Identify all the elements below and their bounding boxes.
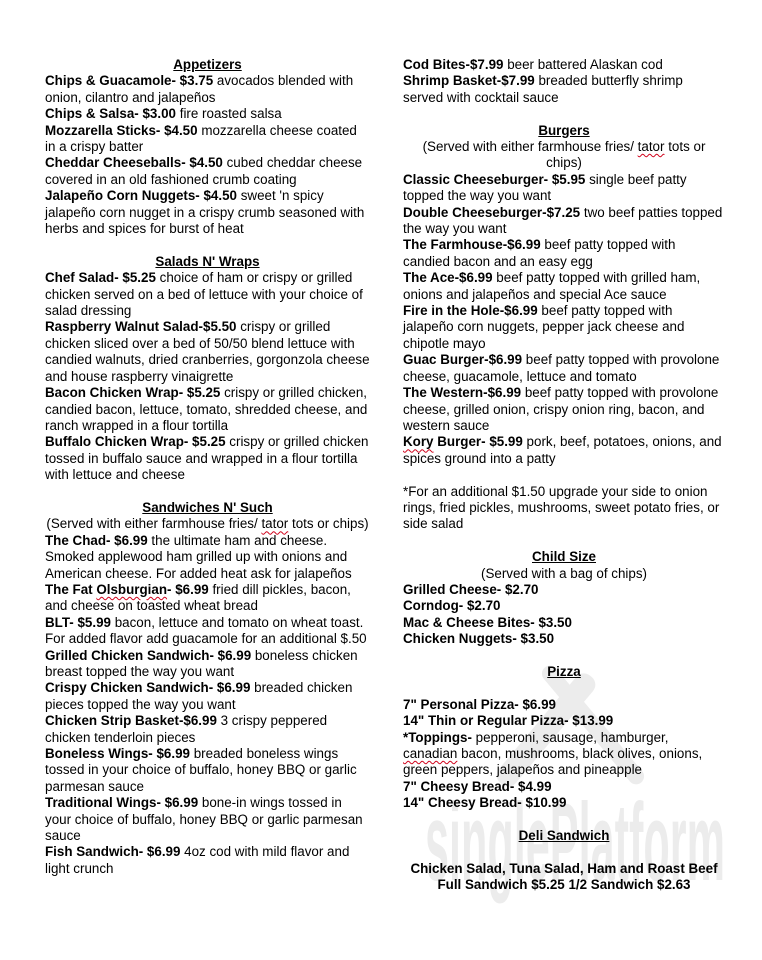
item-name: Mac & Cheese Bites- $3.50 (403, 614, 572, 630)
item-name: The Chad- $6.99 (45, 532, 148, 548)
item-name: BLT- $5.99 (45, 614, 111, 630)
section-title-pizza: Pizza (547, 663, 581, 679)
menu-item (403, 631, 725, 647)
item-name: Cod Bites-$7.99 (403, 57, 504, 72)
section-note: (Served with a bag of chips) (481, 565, 647, 581)
menu-item (403, 582, 725, 598)
item-desc: avocados blended with onion, cilantro and jalapeños (45, 73, 354, 105)
menu-item (403, 598, 725, 614)
item-desc: boneless chicken breast topped the way you want (45, 647, 358, 679)
item-desc: choice of ham or crispy or grilled chicken served on a bed of lettuce with your choice of salad dressing (45, 270, 363, 319)
section-title-sandwiches: Sandwiches N' Such (142, 499, 273, 515)
menu-item (45, 270, 370, 319)
menu-item (45, 385, 370, 434)
item-name: Mozzarella Sticks- $4.50 (45, 122, 198, 138)
right-column (403, 57, 725, 894)
menu-item (403, 270, 725, 303)
item-desc: beef patty topped with provolone cheese, guacamole, lettuce and tomato (403, 352, 720, 384)
item-name: The Western-$6.99 (403, 385, 522, 401)
menu-item (45, 680, 370, 713)
menu-item (403, 795, 725, 811)
menu-item (403, 615, 725, 631)
item-desc: beef patty topped with jalapeño corn nuggets, pepper jack cheese and chipotle mayo (403, 303, 685, 351)
item-name: Fish Sandwich- $6.99 (45, 844, 181, 860)
item-desc: breaded chicken pieces topped the way you want (45, 680, 353, 712)
item-name: The Fat Olsburgian- $6.99 (45, 581, 209, 597)
menu-item (403, 385, 725, 434)
menu-item (45, 73, 370, 106)
menu-item (403, 172, 725, 205)
item-name: Corndog- $2.70 (403, 598, 501, 614)
deli-line: Chicken Salad, Tuna Salad, Ham and Roast Beef (410, 860, 718, 876)
item-name: Chicken Nuggets- $3.50 (403, 631, 555, 647)
item-name: Cheddar Cheeseballs- $4.50 (45, 155, 223, 171)
item-name: Crispy Chicken Sandwich- $6.99 (45, 680, 251, 696)
toppings: *Toppings- pepperoni, sausage, hamburger, canadian bacon, mushrooms, black olives, onions, green peppers, jalapeños and pineapple (403, 729, 703, 778)
item-desc: crispy or grilled chicken sliced over a bed of 50/50 blend lettuce with candied walnuts, dried cranberries, gorgonzola cheese and house raspberry vinaigrette (45, 319, 370, 384)
item-name: Guac Burger-$6.99 (403, 352, 523, 368)
menu-item (45, 713, 370, 746)
item-name: 7" Personal Pizza- $6.99 (403, 696, 556, 712)
item-desc: pork, beef, potatoes, onions, and spices ground into a patty (403, 434, 722, 466)
section-note: (Served with either farmhouse fries/ tator tots or chips) (46, 516, 369, 532)
left-column (45, 57, 370, 877)
menu-item (403, 352, 725, 385)
menu-item (45, 582, 370, 615)
item-desc: mozzarella cheese coated in a crispy batter (45, 122, 357, 155)
section-title-burgers: Burgers (538, 122, 590, 138)
section-note: (Served with either farmhouse fries/ tator tots or chips) (422, 139, 706, 171)
menu-item (403, 713, 725, 729)
menu-item (45, 106, 370, 122)
item-name: Shrimp Basket-$7.99 (403, 73, 535, 89)
menu-item (403, 434, 725, 467)
item-desc: sweet 'n spicy jalapeño corn nugget in a crispy crumb seasoned with herbs and spices for burst of heat (45, 188, 365, 237)
item-desc: bacon, lettuce and tomato on wheat toast. For added flavor add guacamole for an additional $.50 (45, 614, 367, 647)
item-name: Chips & Salsa- $3.00 (45, 106, 176, 122)
item-desc: beef patty topped with grilled ham, onions and jalapeños and special Ace sauce (403, 270, 701, 302)
item-name: The Farmhouse-$6.99 (403, 237, 541, 253)
section-title-appetizers: Appetizers (173, 57, 242, 72)
item-desc: fire roasted salsa (176, 106, 282, 122)
item-name: Double Cheeseburger-$7.25 (403, 204, 581, 220)
item-name: Bacon Chicken Wrap- $5.25 (45, 385, 221, 401)
menu-item (403, 237, 725, 270)
item-desc: cubed cheddar cheese covered in an old fashioned crumb coating (45, 155, 363, 187)
watermark-text: singlePlatform (425, 781, 725, 904)
item-desc: 4oz cod with mild flavor and light crunch (45, 844, 350, 876)
menu-item (45, 648, 370, 681)
item-desc: beef patty topped with candied bacon and an easy egg (403, 237, 676, 269)
item-name: Chicken Strip Basket-$6.99 (45, 713, 217, 729)
item-desc: beef patty topped with provolone cheese, grilled onion, crispy onion ring, bacon, and western sauce (403, 385, 719, 433)
item-name: Grilled Cheese- $2.70 (403, 581, 539, 597)
section-title-deli: Deli Sandwich (518, 828, 610, 843)
menu-item (45, 533, 370, 582)
item-name: Classic Cheeseburger- $5.95 (403, 171, 586, 187)
menu-item (403, 73, 725, 106)
menu-item (45, 795, 370, 844)
section-title-salads: Salads N' Wraps (155, 253, 260, 269)
menu-item (403, 779, 725, 795)
menu-item (403, 303, 725, 352)
menu-item (403, 57, 725, 73)
item-name: Kory Burger- $5.99 (403, 434, 523, 450)
item-name: Traditional Wings- $6.99 (45, 795, 199, 811)
menu-item (45, 155, 370, 188)
item-name: Chips & Guacamole- $3.75 (45, 73, 214, 89)
item-desc: breaded boneless wings tossed in your choice of buffalo, honey BBQ or garlic parmesan sauce (45, 746, 357, 794)
item-desc: beer battered Alaskan cod (503, 57, 663, 72)
menu-item (45, 319, 370, 385)
item-name: The Ace-$6.99 (403, 270, 493, 286)
menu-item (45, 123, 370, 156)
item-desc: 3 crispy peppered chicken tenderloin pieces (45, 713, 328, 745)
item-name: Chef Salad- $5.25 (45, 270, 156, 286)
item-name: 7" Cheesy Bread- $4.99 (403, 778, 552, 794)
item-name: Grilled Chicken Sandwich- $6.99 (45, 647, 252, 663)
item-desc: breaded butterfly shrimp served with cocktail sauce (403, 73, 683, 105)
deli-line: Full Sandwich $5.25 1/2 Sandwich $2.63 (437, 877, 691, 893)
menu-item (45, 188, 370, 237)
menu-item (45, 746, 370, 795)
item-desc: fried dill pickles, bacon, and cheese on toasted wheat bread (45, 581, 351, 614)
item-desc: the ultimate ham and cheese. Smoked applewood ham grilled up with onions and American cheese. For added heat ask for jalapeños (45, 532, 352, 581)
menu-item (403, 205, 725, 238)
menu-item (45, 615, 370, 648)
item-name: Boneless Wings- $6.99 (45, 746, 190, 762)
menu-item (45, 844, 370, 877)
item-name: 14" Cheesy Bread- $10.99 (403, 795, 567, 811)
item-desc: crispy or grilled chicken, candied bacon, lettuce, tomato, shredded cheese, and ranch wrapped in a flour tortilla (45, 385, 368, 433)
upgrade-note: *For an additional $1.50 upgrade your side to onion rings, fried pickles, mushrooms, sweet potato fries, or side salad (403, 483, 720, 532)
item-desc: single beef patty topped the way you want (403, 171, 687, 204)
item-desc: bone-in wings tossed in your choice of buffalo, honey BBQ or garlic parmesan sauce (45, 795, 363, 844)
item-name: Buffalo Chicken Wrap- $5.25 (45, 434, 226, 450)
menu-item (403, 697, 725, 713)
section-title-child: Child Size (532, 549, 596, 565)
item-name: Raspberry Walnut Salad-$5.50 (45, 319, 237, 335)
menu-item (45, 434, 370, 483)
item-name: Jalapeño Corn Nuggets- $4.50 (45, 188, 237, 204)
item-desc: crispy or grilled chicken tossed in buffalo sauce and wrapped in a flour tortilla with lettuce and cheese (45, 434, 369, 483)
item-desc: two beef patties topped the way you want (403, 204, 723, 237)
item-name: 14" Thin or Regular Pizza- $13.99 (403, 713, 614, 729)
item-name: Fire in the Hole-$6.99 (403, 303, 538, 319)
